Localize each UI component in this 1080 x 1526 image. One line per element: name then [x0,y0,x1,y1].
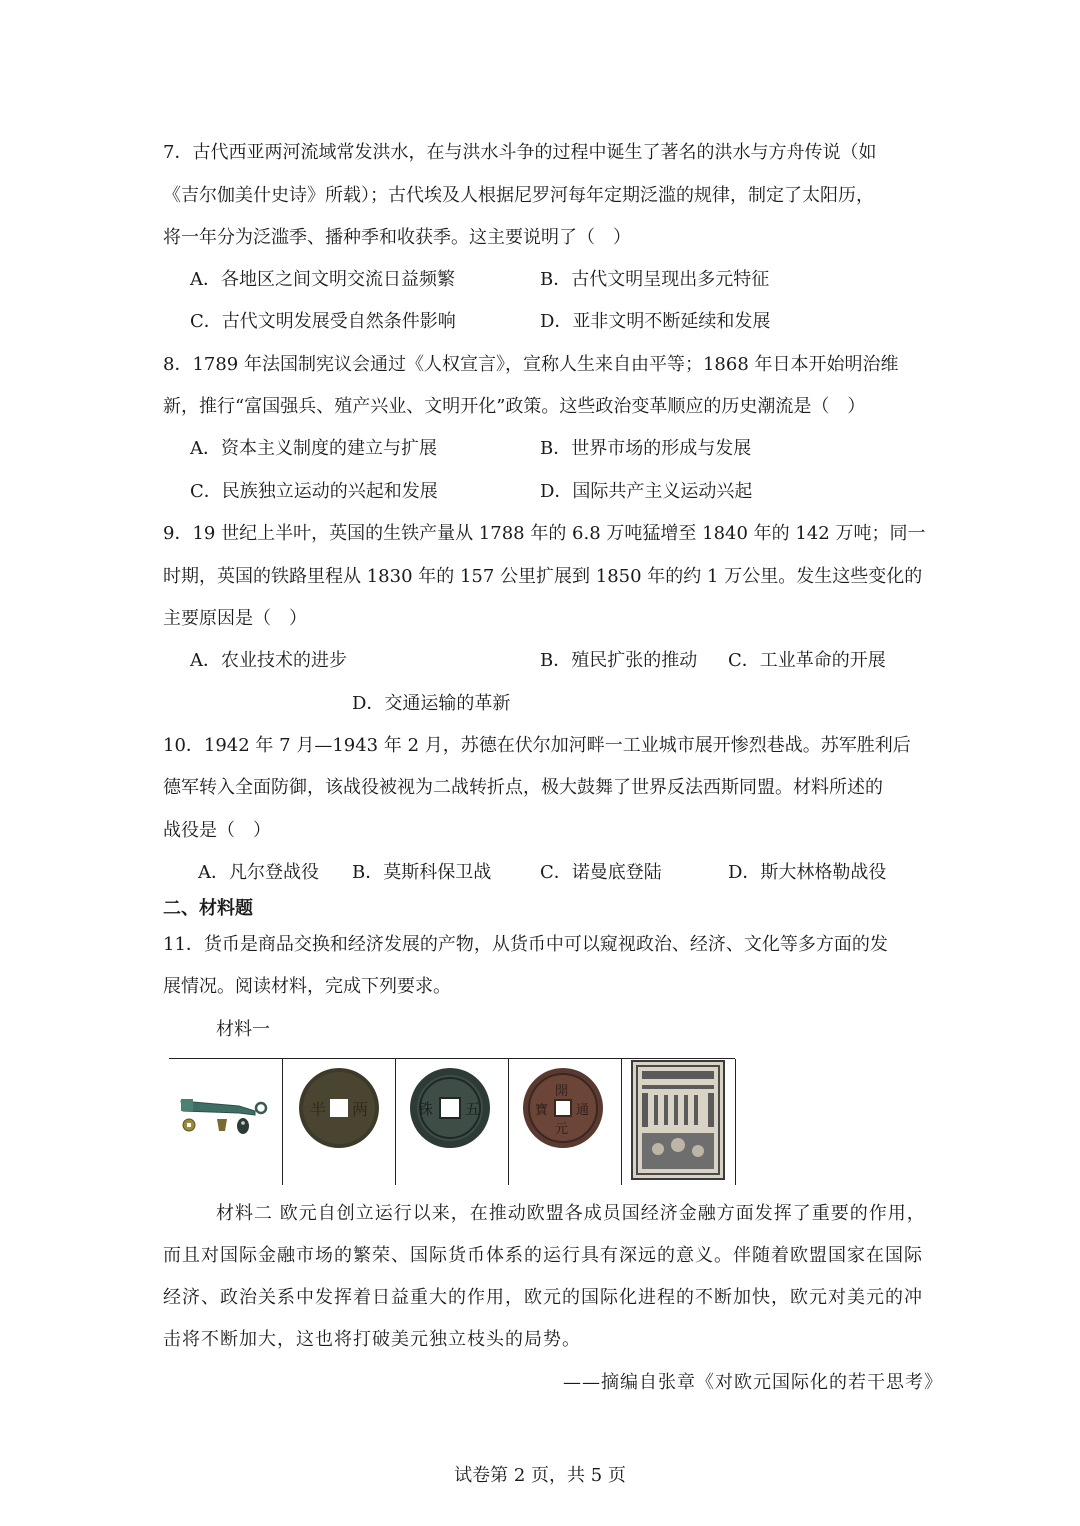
q9-stem-line-1: 9．19 世纪上半叶，英国的生铁产量从 1788 年的 6.8 万吨猛增至 1840 年的 142 万吨；同一 [163,523,926,544]
material-1-currency-images [169,1058,735,1185]
q9-stem-line-3: 主要原因是（ ） [163,608,307,629]
q7-option-a: A．各地区之间文明交流日益频繁 [190,269,455,290]
q9-option-b: B．殖民扩张的推动 [540,650,698,671]
section-heading-materials: 二、材料题 [163,898,253,919]
q9-option-a: A．农业技术的进步 [190,650,347,671]
svg-text:元: 元 [555,1122,569,1137]
q10-stem-line-2: 德军转入全面防御，该战役被视为二战转折点，极大鼓舞了世界反法西斯同盟。材料所述的 [163,777,883,798]
q7-option-b: B．古代文明呈现出多元特征 [540,269,770,290]
q11-stem-line-2: 展情况。阅读材料，完成下列要求。 [163,976,451,997]
q8-stem-line-1: 8．1789 年法国制宪议会通过《人权宣言》，宣称人生来自由平等；1868 年日本开始明治维 [163,354,899,375]
q7-option-d: D．亚非文明不断延续和发展 [540,311,771,332]
page-footer: 试卷第 2 页，共 5 页 [454,1465,626,1486]
svg-text:開: 開 [555,1084,569,1099]
q10-option-a: A．凡尔登战役 [198,862,319,883]
svg-text:铢: 铢 [418,1100,434,1118]
material-2-source: ——摘编自张章《对欧元国际化的若干思考》 [563,1372,943,1393]
q8-stem-line-2: 新，推行“富国强兵、殖产兴业、文明开化”政策。这些政治变革顺应的历史潮流是（ ） [163,396,866,417]
jiaozi-paper-money-image [621,1059,736,1185]
svg-text:五: 五 [465,1100,481,1118]
wu-zhu-coin-image [395,1059,509,1185]
q9-option-c: C．工业革命的开展 [728,650,886,671]
kaiyuan-tongbao-coin-image [508,1059,622,1185]
q7-stem-line-1: 7．古代西亚两河流域常发洪水，在与洪水斗争的过程中诞生了著名的洪水与方舟传说（如 [163,142,877,163]
svg-text:通: 通 [576,1103,590,1118]
q10-stem-line-3: 战役是（ ） [163,820,271,841]
q10-stem-line-1: 10．1942 年 7 月—1943 年 2 月，苏德在伏尔加河畔一工业城市展开惨烈巷战。苏军胜利后 [163,735,911,756]
q11-stem-line-1: 11．货币是商品交换和经济发展的产物，从货币中可以窥视政治、经济、文化等多方面的发 [163,934,888,955]
material-2-line-4: 击将不断加大，这也将打破美元独立枝头的局势。 [163,1329,581,1350]
q8-option-d: D．国际共产主义运动兴起 [540,481,753,502]
svg-text:两: 两 [352,1100,369,1119]
q7-stem-line-3: 将一年分为泛滥季、播种季和收获季。这主要说明了（ ） [163,227,631,248]
material-2-line-3: 经济、政治关系中发挥着日益重大的作用，欧元的国际化进程的不断加快，欧元对美元的冲 [163,1287,923,1308]
q7-option-c: C．古代文明发展受自然条件影响 [190,311,456,332]
q9-stem-line-2: 时期，英国的铁路里程从 1830 年的 157 公里扩展到 1850 年的约 1 万公里。发生这些变化的 [163,566,923,587]
q8-option-c: C．民族独立运动的兴起和发展 [190,481,438,502]
q10-option-d: D．斯大林格勒战役 [728,862,887,883]
q7-stem-line-2: 《吉尔伽美什史诗》所载）；古代埃及人根据尼罗河每年定期泛滥的规律，制定了太阳历， [163,185,874,206]
q8-option-a: A．资本主义制度的建立与扩展 [190,438,437,459]
q10-option-b: B．莫斯科保卫战 [352,862,492,883]
q8-option-b: B．世界市场的形成与发展 [540,438,752,459]
svg-text:半: 半 [310,1100,327,1119]
svg-text:寶: 寶 [535,1103,549,1118]
material-1-label: 材料一 [216,1019,270,1040]
ban-liang-coin-image [282,1059,396,1185]
material-2-line-2: 而且对国际金融市场的繁荣、国际货币体系的运行具有深远的意义。伴随着欧盟国家在国际 [163,1245,923,1266]
knife-money-image [169,1059,282,1185]
material-2-line-1: 材料二 欧元自创立运行以来，在推动欧盟各成员国经济金融方面发挥了重要的作用， [216,1203,926,1224]
q9-option-d: D．交通运输的革新 [352,693,511,714]
q10-option-c: C．诺曼底登陆 [540,862,662,883]
